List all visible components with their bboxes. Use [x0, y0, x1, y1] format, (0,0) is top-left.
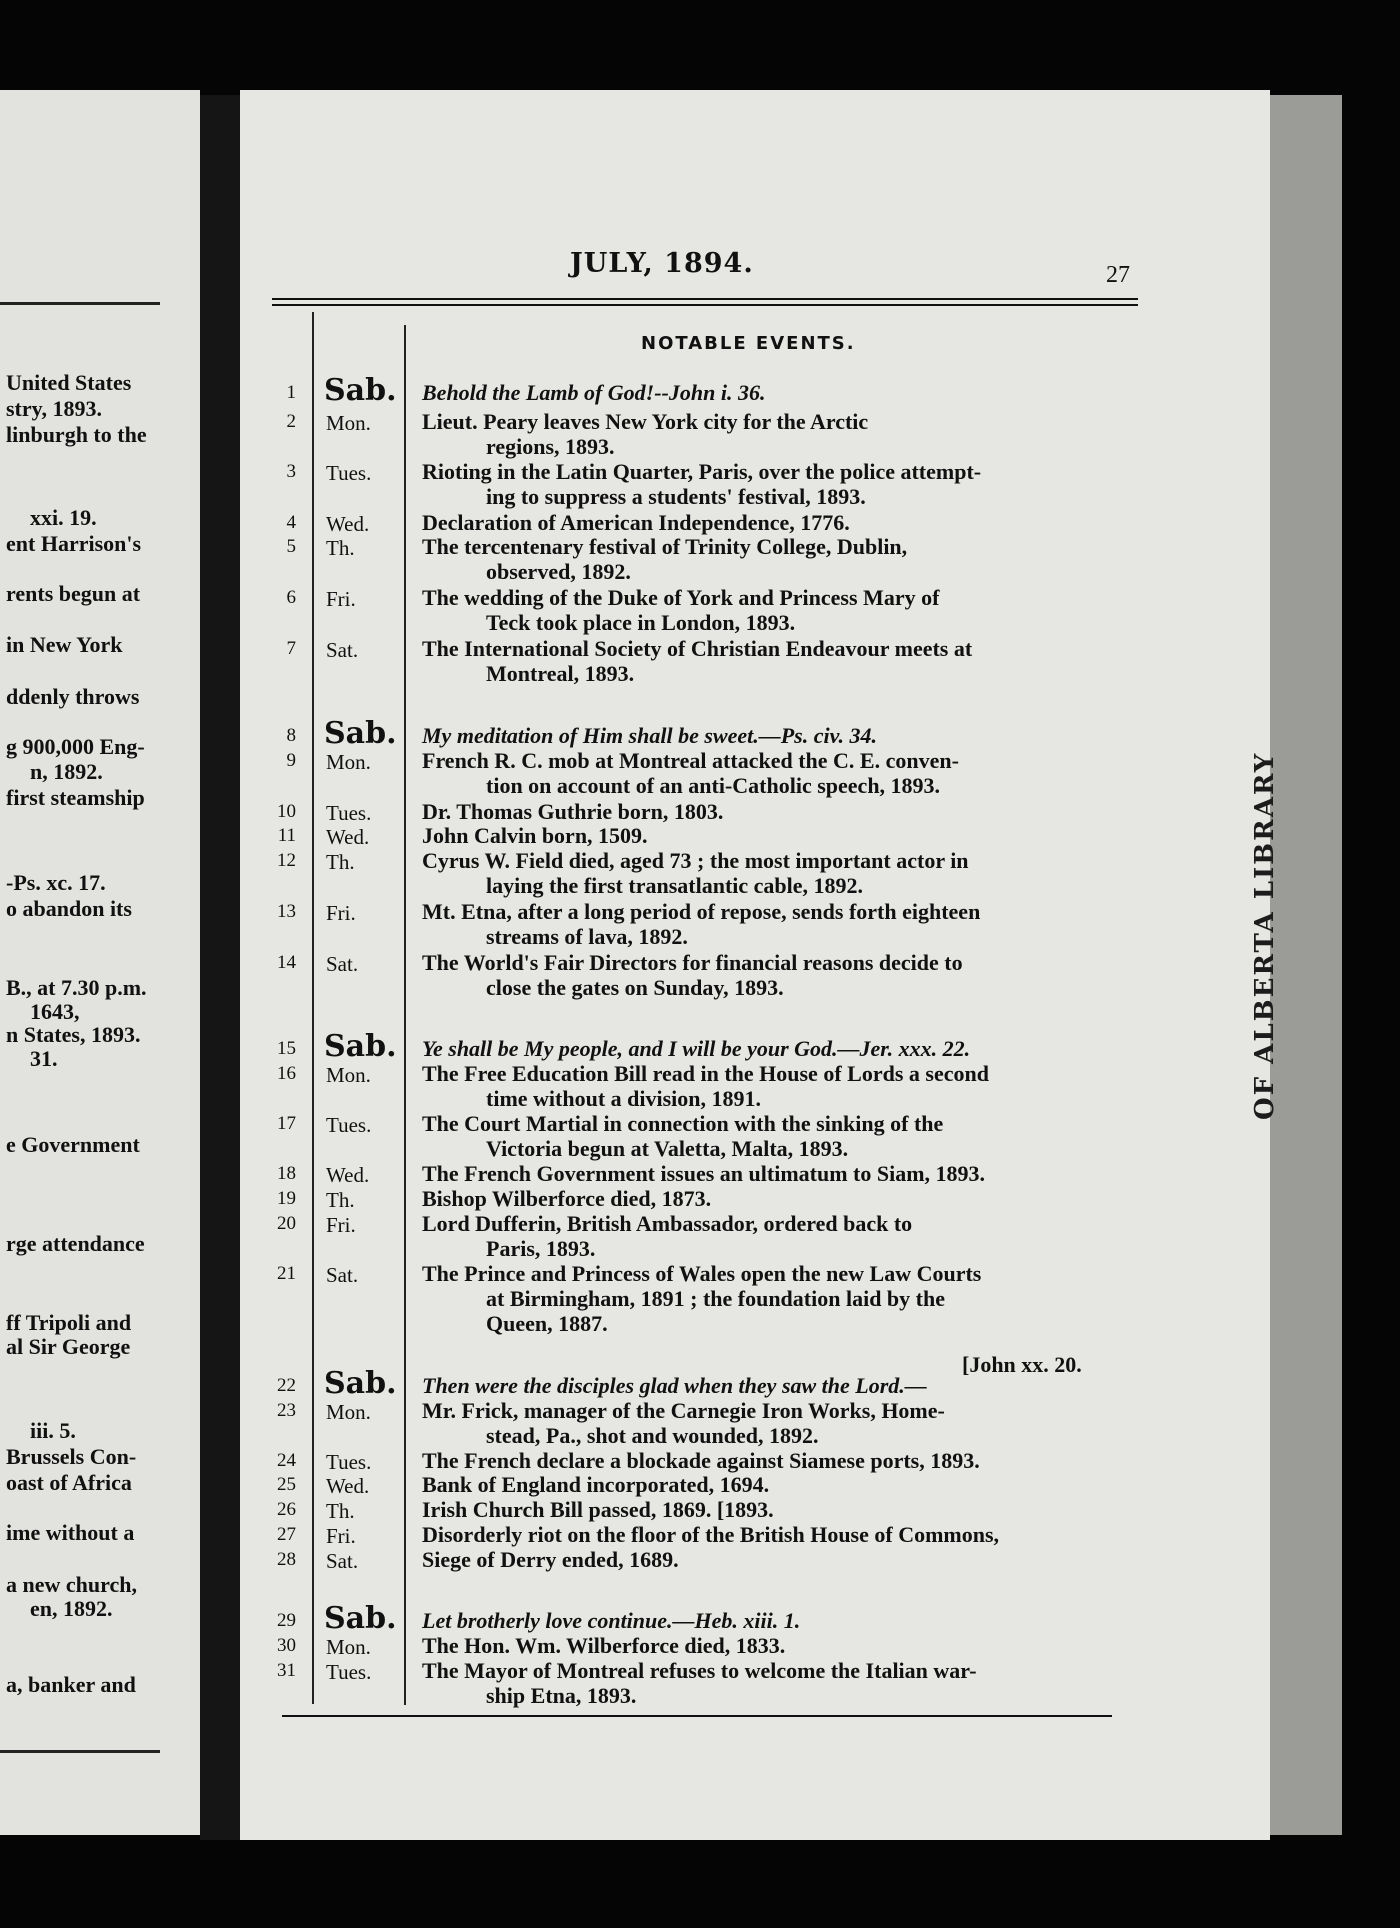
left-page-rule [0, 302, 160, 305]
event-line: Disorderly riot on the floor of the British House of Commons, [422, 1522, 1000, 1547]
left-page-line: rents begun at [6, 581, 141, 606]
event-continuation-line: Montreal, 1893. [486, 661, 635, 686]
weekday: Sab. [324, 373, 397, 408]
day-number: 27 [277, 1524, 296, 1545]
day-number: 9 [286, 750, 296, 771]
event-text [422, 1161, 1132, 1186]
event-line: The Mayor of Montreal refuses to welcome the Italian war- [422, 1658, 977, 1683]
left-page-line: in New York [6, 632, 123, 657]
day-number: 29 [277, 1610, 296, 1631]
event-line: French R. C. mob at Montreal attacked the C. E. conven- [422, 748, 959, 773]
left-page-line: g 900,000 Eng- [6, 734, 145, 759]
event-text [422, 1036, 1132, 1061]
left-page-line: ime without a [6, 1520, 135, 1545]
event-continuation-line: ing to suppress a students' festival, 1893. [486, 484, 866, 509]
left-page-line: linburgh to the [6, 422, 147, 447]
event-text [422, 1658, 1132, 1708]
day-number: 11 [277, 825, 296, 846]
bottom-rule [282, 1715, 1112, 1717]
verse-reference: [John xx. 20. [962, 1352, 1082, 1377]
weekday: Fri. [326, 1524, 356, 1548]
weekday: Wed. [326, 512, 370, 536]
event-row [0, 1547, 1400, 1573]
event-line: Ye shall be My people, and I will be your God.—Jer. xxx. 22. [422, 1036, 971, 1061]
event-line: The Hon. Wm. Wilberforce died, 1833. [422, 1633, 786, 1658]
event-text [422, 848, 1132, 898]
left-page-line: xxi. 19. [30, 505, 97, 530]
event-text [422, 1522, 1132, 1547]
day-number: 15 [277, 1038, 296, 1059]
event-line: The tercentenary festival of Trinity College, Dublin, [422, 534, 908, 559]
weekday: Th. [326, 536, 355, 560]
event-line: Declaration of American Independence, 1776. [422, 510, 850, 535]
left-page-line: Brussels Con- [6, 1444, 137, 1469]
left-page [0, 90, 200, 1835]
day-number: 4 [286, 512, 296, 533]
weekday: Wed. [326, 1474, 370, 1498]
day-number: 31 [277, 1660, 296, 1681]
event-line: Lord Dufferin, British Ambassador, ordered back to [422, 1211, 913, 1236]
left-page-line: iii. 5. [30, 1418, 76, 1443]
left-page-line: stry, 1893. [6, 396, 102, 421]
day-number: 12 [277, 850, 296, 871]
day-number: 10 [277, 801, 296, 822]
weekday: Tues. [326, 1450, 372, 1474]
day-number: 14 [277, 952, 296, 973]
weekday: Fri. [326, 901, 356, 925]
event-text [422, 534, 1132, 584]
event-continuation-line: streams of lava, 1892. [486, 924, 688, 949]
section-title: NOTABLE EVENTS. [641, 333, 856, 354]
event-text [422, 1547, 1132, 1572]
weekday: Sab. [324, 716, 397, 751]
left-page-line: ddenly throws [6, 684, 140, 709]
left-page-line: ent Harrison's [6, 531, 142, 556]
event-continuation-line: Teck took place in London, 1893. [486, 610, 796, 635]
event-text [422, 636, 1132, 686]
event-line: John Calvin born, 1509. [422, 823, 648, 848]
event-row [0, 1497, 1400, 1523]
weekday: Fri. [326, 587, 356, 611]
day-number: 28 [277, 1549, 296, 1570]
event-line: Bank of England incorporated, 1694. [422, 1472, 770, 1497]
day-number: 13 [277, 901, 296, 922]
left-page-line: B., at 7.30 p.m. [6, 975, 147, 1000]
day-number: 17 [277, 1113, 296, 1134]
book-gutter [200, 95, 240, 1840]
page-title: JULY, 1894. [570, 248, 754, 279]
event-text [422, 950, 1132, 1000]
event-line: Mr. Frick, manager of the Carnegie Iron Works, Home- [422, 1398, 945, 1423]
day-number: 25 [277, 1474, 296, 1495]
weekday: Sab. [324, 1366, 397, 1401]
day-number-column-line [312, 312, 314, 1704]
left-page-line: a new church, [6, 1572, 137, 1597]
left-page-line: first steamship [6, 785, 145, 810]
event-text [422, 823, 1132, 848]
event-row [0, 1633, 1400, 1659]
event-text [422, 1497, 1132, 1522]
event-line: Lieut. Peary leaves New York city for the Arctic [422, 409, 869, 434]
event-continuation-line: Queen, 1887. [486, 1311, 608, 1336]
left-page-line: 31. [30, 1046, 58, 1071]
page-number: 27 [1106, 262, 1130, 288]
event-line: Behold the Lamb of God!--John i. 36. [422, 380, 766, 405]
event-text [422, 1211, 1132, 1261]
event-line: Let brotherly love continue.—Heb. xiii. 1. [422, 1608, 801, 1633]
day-number: 19 [277, 1188, 296, 1209]
event-row [0, 823, 1400, 849]
event-line: Mt. Etna, after a long period of repose, sends forth eighteen [422, 899, 981, 924]
weekday: Sab. [324, 1601, 397, 1636]
event-line: The French declare a blockade against Siamese ports, 1893. [422, 1448, 980, 1473]
event-continuation-line: time without a division, 1891. [486, 1086, 762, 1111]
event-text [422, 1261, 1132, 1336]
event-text [422, 459, 1132, 509]
day-number: 24 [277, 1450, 296, 1471]
weekday-column-line [404, 325, 406, 1705]
weekday: Th. [326, 1188, 355, 1212]
event-line: My meditation of Him shall be sweet.—Ps. civ. 34. [422, 723, 878, 748]
event-text [422, 748, 1132, 798]
event-continuation-line: stead, Pa., shot and wounded, 1892. [486, 1423, 819, 1448]
weekday: Sat. [326, 952, 359, 976]
event-text [422, 1448, 1132, 1473]
event-line: The International Society of Christian Endeavour meets at [422, 636, 973, 661]
event-line: The French Government issues an ultimatum to Siam, 1893. [422, 1161, 986, 1186]
event-line: Irish Church Bill passed, 1869. [1893. [422, 1497, 774, 1522]
event-line: The World's Fair Directors for financial reasons decide to [422, 950, 963, 975]
weekday: Wed. [326, 825, 370, 849]
weekday: Sat. [326, 638, 359, 662]
header-rule-top [272, 298, 1138, 300]
left-page-line: United States [6, 370, 132, 395]
left-page-line: en, 1892. [30, 1596, 113, 1621]
weekday: Mon. [326, 1063, 371, 1087]
event-line: Cyrus W. Field died, aged 73 ; the most important actor in [422, 848, 969, 873]
event-text [422, 510, 1132, 535]
header-rule-bottom [272, 304, 1138, 306]
day-number: 30 [277, 1635, 296, 1656]
event-line: Dr. Thomas Guthrie born, 1803. [422, 799, 724, 824]
left-page-line: -Ps. xc. 17. [6, 870, 106, 895]
day-number: 8 [286, 725, 296, 746]
event-text [422, 1472, 1132, 1497]
weekday: Sab. [324, 1029, 397, 1064]
weekday: Mon. [326, 1635, 371, 1659]
day-number: 26 [277, 1499, 296, 1520]
day-number: 21 [277, 1263, 296, 1284]
event-text [422, 409, 1132, 459]
weekday: Mon. [326, 1400, 371, 1424]
left-page-bottom-rule [0, 1750, 160, 1753]
event-continuation-line: tion on account of an anti-Catholic speech, 1893. [486, 773, 941, 798]
event-text [422, 1633, 1132, 1658]
weekday: Wed. [326, 1163, 370, 1187]
event-text [422, 1111, 1132, 1161]
library-stamp [1250, 751, 1290, 1120]
left-page-line: a, banker and [6, 1672, 136, 1697]
left-page-line: o abandon its [6, 896, 132, 921]
day-number: 20 [277, 1213, 296, 1234]
event-continuation-line: Paris, 1893. [486, 1236, 596, 1261]
event-line: The Free Education Bill read in the House of Lords a second [422, 1061, 989, 1086]
day-number: 2 [286, 411, 296, 432]
event-text [422, 799, 1132, 824]
left-page-line: n, 1892. [30, 759, 103, 784]
weekday: Mon. [326, 750, 371, 774]
left-page-line: e Government [6, 1132, 140, 1157]
event-line: The Prince and Princess of Wales open the new Law Courts [422, 1261, 982, 1286]
event-text [422, 899, 1132, 949]
left-page-line: 1643, [30, 999, 80, 1024]
day-number: 7 [286, 638, 296, 659]
day-number: 18 [277, 1163, 296, 1184]
event-line: Siege of Derry ended, 1689. [422, 1547, 679, 1572]
event-continuation-line: at Birmingham, 1891 ; the foundation laid by the [486, 1286, 945, 1311]
left-page-line: ff Tripoli and [6, 1310, 132, 1335]
weekday: Th. [326, 850, 355, 874]
weekday: Th. [326, 1499, 355, 1523]
weekday: Sat. [326, 1549, 359, 1573]
weekday: Tues. [326, 801, 372, 825]
day-number: 6 [286, 587, 296, 608]
event-line: Bishop Wilberforce died, 1873. [422, 1186, 712, 1211]
event-line: The Court Martial in connection with the sinking of the [422, 1111, 944, 1136]
event-continuation-line: ship Etna, 1893. [486, 1683, 637, 1708]
left-page-line: rge attendance [6, 1231, 145, 1256]
day-number: 5 [286, 536, 296, 557]
left-page-line: al Sir George [6, 1334, 131, 1359]
event-text [422, 380, 1132, 405]
weekday: Tues. [326, 1660, 372, 1684]
event-row [0, 1366, 1400, 1401]
weekday: Fri. [326, 1213, 356, 1237]
event-row [0, 459, 1400, 509]
weekday: Tues. [326, 1113, 372, 1137]
day-number: 3 [286, 461, 296, 482]
weekday: Mon. [326, 411, 371, 435]
event-continuation-line: observed, 1892. [486, 559, 631, 584]
event-text [422, 585, 1132, 635]
event-row [0, 799, 1400, 825]
event-text [422, 723, 1132, 748]
day-number: 1 [286, 382, 296, 403]
event-text [422, 1061, 1132, 1111]
event-line: Rioting in the Latin Quarter, Paris, over the police attempt- [422, 459, 982, 484]
left-page-line: n States, 1893. [6, 1022, 141, 1047]
event-line: The wedding of the Duke of York and Princess Mary of [422, 585, 940, 610]
library-stamp-text: OF ALBERTA LIBRARY [1250, 751, 1280, 1120]
event-text [422, 1186, 1132, 1211]
event-row [0, 1161, 1400, 1187]
event-continuation-line: laying the first transatlantic cable, 1892. [486, 873, 864, 898]
weekday: Tues. [326, 461, 372, 485]
event-row [0, 1186, 1400, 1212]
event-text [422, 1398, 1132, 1448]
event-continuation-line: regions, 1893. [486, 434, 615, 459]
event-continuation-line: close the gates on Sunday, 1893. [486, 975, 784, 1000]
event-continuation-line: Victoria begun at Valetta, Malta, 1893. [486, 1136, 849, 1161]
day-number: 16 [277, 1063, 296, 1084]
weekday: Sat. [326, 1263, 359, 1287]
day-number: 22 [277, 1375, 296, 1396]
day-number: 23 [277, 1400, 296, 1421]
event-text [422, 1608, 1132, 1633]
left-page-line: oast of Africa [6, 1470, 132, 1495]
event-row [0, 1061, 1400, 1111]
event-line: Then were the disciples glad when they saw the Lord.— [422, 1373, 927, 1398]
